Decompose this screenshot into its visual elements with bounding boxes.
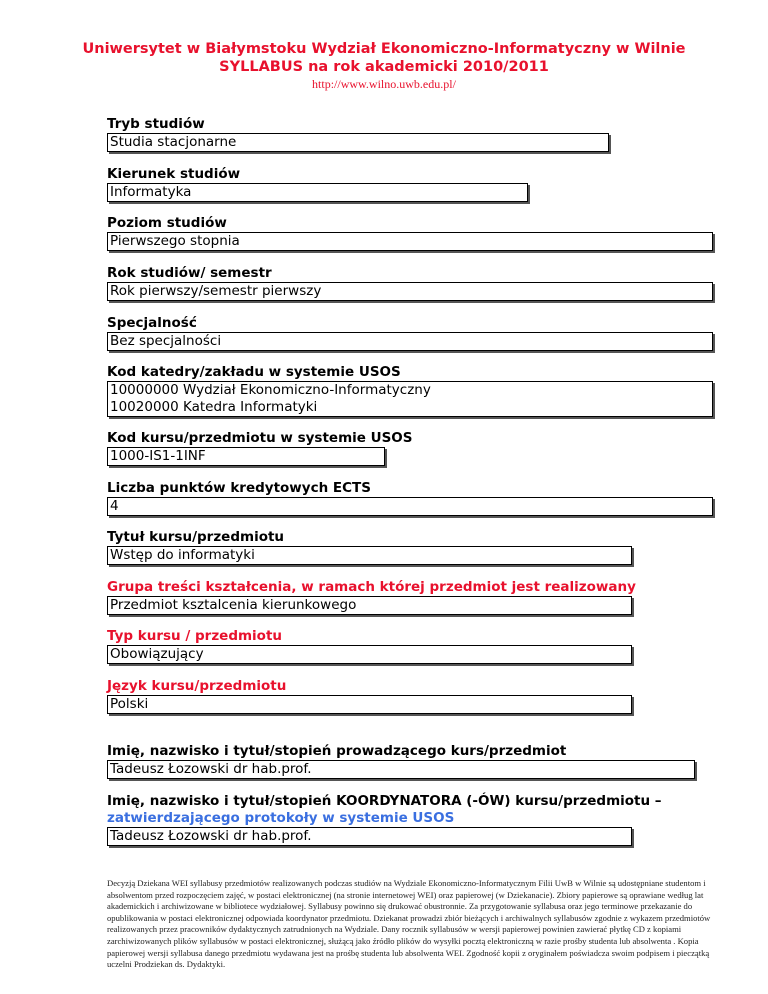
section-prowadzacy — [107, 743, 695, 779]
section-jezyk — [107, 678, 632, 714]
kod-kursu-value-box: 1000-IS1-1INF — [107, 447, 385, 466]
typ-label: Typ kursu / przedmiotu — [107, 628, 283, 644]
section-kod-katedry — [107, 364, 713, 417]
section-kierunek — [107, 166, 528, 202]
poziom-label: Poziom studiów — [107, 215, 227, 231]
kod-katedry-value-line1: 10000000 Wydział Ekonomiczno-Informatyczny — [110, 382, 431, 398]
koordynator-label-usos: zatwierdzającego protokoły w systemie USOS — [107, 810, 455, 826]
section-typ — [107, 628, 632, 664]
kierunek-label: Kierunek studiów — [107, 166, 241, 182]
prowadzacy-label: Imię, nazwisko i tytuł/stopień prowadzącego kurs/przedmiot — [107, 743, 567, 759]
koordynator-label: Imię, nazwisko i tytuł/stopień KOORDYNATORA (-ÓW) kursu/przedmiotu – — [107, 793, 662, 809]
koordynator-value-box: Tadeusz Łozowski dr hab.prof. — [107, 827, 632, 846]
section-poziom — [107, 215, 713, 251]
section-grupa — [107, 579, 636, 615]
typ-value-box: Obowiązujący — [107, 645, 632, 664]
jezyk-label: Język kursu/przedmiotu — [107, 678, 287, 694]
header-url[interactable]: http://www.wilno.uwb.edu.pl/ — [312, 77, 456, 91]
tryb-label: Tryb studiów — [107, 116, 205, 132]
kod-katedry-value-line2: 10020000 Katedra Informatyki — [110, 399, 318, 415]
jezyk-value-box: Polski — [107, 695, 632, 714]
section-specjalnosc — [107, 315, 713, 351]
tytul-value-box: Wstęp do informatyki — [107, 546, 632, 565]
kod-katedry-label: Kod katedry/zakładu w systemie USOS — [107, 364, 401, 380]
ects-label: Liczba punktów kredytowych ECTS — [107, 480, 371, 496]
poziom-value-box: Pierwszego stopnia — [107, 232, 713, 251]
kod-katedry-value-box — [107, 381, 713, 417]
tytul-label: Tytuł kursu/przedmiotu — [107, 529, 285, 545]
section-tryb — [107, 116, 609, 152]
footer-note: Decyzją Dziekana WEI syllabusy przedmiotów realizowanych podczas studiów na Wydziale Ekonomiczno-Informatycznym Filii UwB w Wilnie są udostępniane studentom i absolwentom przed rozpoczęciem zajęć, w postaci elektronicznej (na stronie internetowej WEI) oraz papierowej (w Dziekanacie). Zbiory papierowe są oprawiane według lat akademickich i archiwizowane w bibliotece wydziałowej. Syllabusy powinno się drukować obustronnie. Za przygotowanie syllabusa oraz jego terminowe przekazanie do opublikowania w postaci elektronicznej odpowiada koordynator przedmiotu. Dziekanat prowadzi zbiór bieżących i archiwalnych syllabusów zgodnie z wykazem przedmiotów realizowanych przez pracowników dydaktycznych zatrudnionych na Wydziale. Dany rocznik syllabusów w wersji papierowej powinien zawierać płytkę CD z kopiami zarchiwizowanych plików syllabusów w postaci elektronicznej, służącą jako źródło plików do wysyłki pocztą elektroniczną w razie prośby studenta lub absolwenta . Kopia papierowej wersji syllabusa danego przedmiotu wydawana jest na prośbę studenta lub absolwenta WEI. Zgodność kopii z oryginałem poświadcza swoim podpisem i pieczątką uczelni Prodziekan ds. Dydaktyki. — [107, 878, 711, 970]
prowadzacy-value-box: Tadeusz Łozowski dr hab.prof. — [107, 760, 695, 779]
specjalnosc-value-box: Bez specjalności — [107, 332, 713, 351]
header-university: Uniwersytet w Białymstoku Wydział Ekonomiczno-Informatyczny w Wilnie — [82, 41, 686, 57]
grupa-label: Grupa treści kształcenia, w ramach której przedmiot jest realizowany — [107, 579, 636, 595]
rok-label: Rok studiów/ semestr — [107, 265, 272, 281]
section-kod-kursu — [107, 430, 413, 466]
kod-kursu-label: Kod kursu/przedmiotu w systemie USOS — [107, 430, 413, 446]
header-syllabus-title: SYLLABUS na rok akademicki 2010/2011 — [219, 59, 549, 75]
section-koordynator — [107, 793, 662, 846]
rok-value-box: Rok pierwszy/semestr pierwszy — [107, 282, 713, 301]
specjalnosc-label: Specjalność — [107, 315, 197, 331]
grupa-value-box: Przedmiot ksztalcenia kierunkowego — [107, 596, 632, 615]
section-ects — [107, 480, 713, 516]
ects-value-box: 4 — [107, 497, 713, 516]
kierunek-value-box: Informatyka — [107, 183, 528, 202]
tryb-value-box: Studia stacjonarne — [107, 133, 609, 152]
section-rok — [107, 265, 713, 301]
section-tytul — [107, 529, 632, 565]
